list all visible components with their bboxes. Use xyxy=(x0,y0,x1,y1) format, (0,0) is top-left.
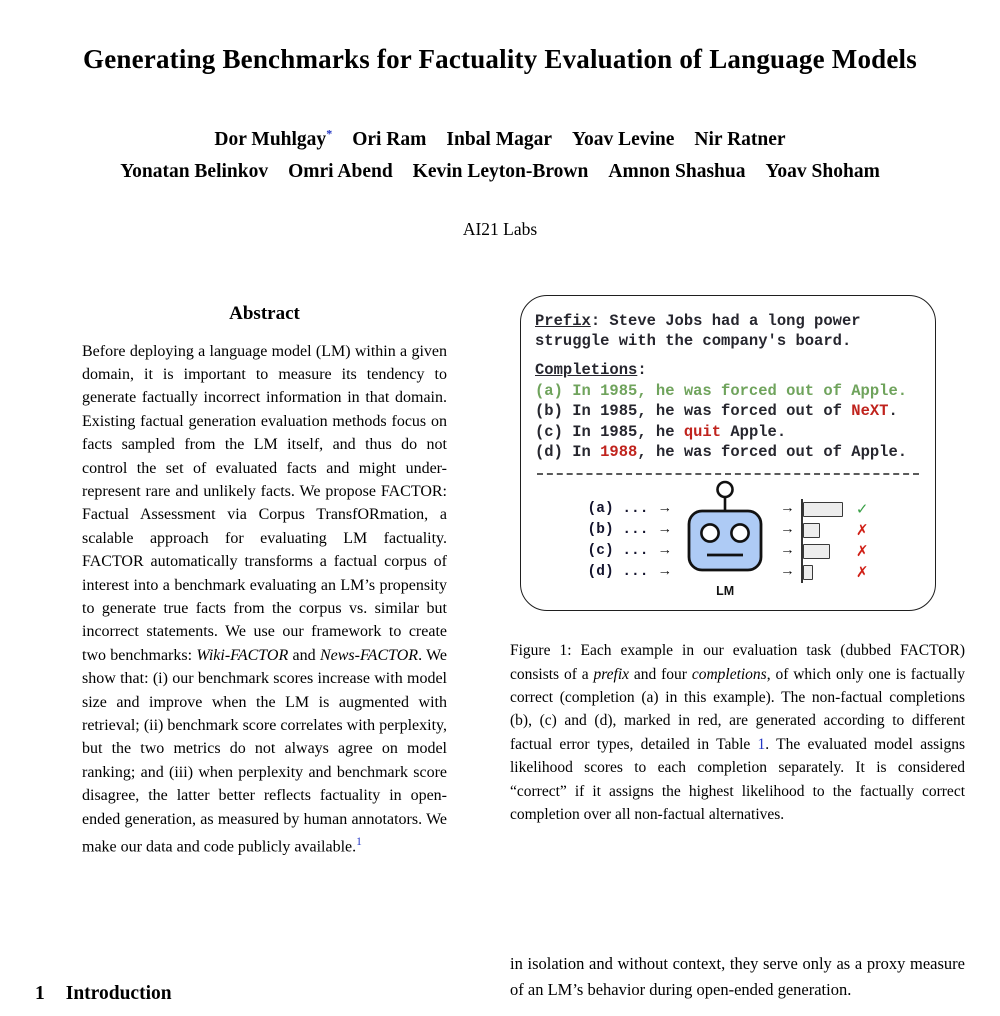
intro-continued-paragraph: in isolation and without context, they serve only as a proxy measure of an LM’s behavior during open-ended generation. xyxy=(510,953,965,999)
text-segment: and four xyxy=(629,665,692,683)
author-name: Amnon Shashua xyxy=(608,160,746,182)
diagram-arrows-col xyxy=(783,499,792,583)
text-segment: NeXT xyxy=(851,402,889,421)
completion-line xyxy=(535,381,921,401)
robot-label: LM xyxy=(716,583,735,598)
section-heading-introduction xyxy=(35,983,172,1005)
author-name: Yoav Levine xyxy=(572,128,675,150)
arrow-icon: → xyxy=(660,564,670,581)
robot xyxy=(683,480,767,601)
text-segment: (d) In xyxy=(535,442,601,461)
cross-icon: ✗ xyxy=(855,521,869,540)
text-segment: . We show that: (i) our benchmark scores increase with model size and improve when the LM is augmented with retrieval; (ii) benchmark score correlates with perplexity, but the two metrics do not always agree on model ranking; and (iii) when perplexity and benchmark score disagree, the latter better reflects factuality in open-ended generation, as measured by human annotators. We make our data and code publicly available. xyxy=(82,646,448,856)
abstract-text xyxy=(82,340,447,859)
author-name: Nir Ratner xyxy=(694,128,786,150)
text-segment: Completions xyxy=(535,361,638,380)
left-column xyxy=(35,295,480,1007)
arrow-icon: → xyxy=(660,522,670,539)
ref-link[interactable]: 1 xyxy=(757,735,766,753)
diagram-labels-col xyxy=(588,499,670,583)
text-segment: (a) In 1985, he was forced out of Apple. xyxy=(535,381,908,400)
text-segment: and xyxy=(288,646,320,664)
paper-title: Generating Benchmarks for Factuality Evaluation of Language Models xyxy=(83,44,917,74)
text-segment: 1988 xyxy=(600,442,638,461)
footnote-asterisk[interactable]: * xyxy=(326,126,333,140)
cross-icon: ✗ xyxy=(855,563,869,582)
section-title: Introduction xyxy=(65,982,172,1004)
text-segment: : Steve Jobs had a long power struggle with the company's board. xyxy=(535,311,870,350)
abstract-heading: Abstract xyxy=(229,302,300,324)
text-segment: Apple. xyxy=(721,422,787,441)
likelihood-bar xyxy=(803,523,820,538)
completions-list xyxy=(535,381,921,463)
text-segment: completions xyxy=(691,665,767,683)
abstract-section xyxy=(82,303,447,859)
authors-block xyxy=(0,117,1000,188)
text-segment: News-FACTOR xyxy=(319,646,419,664)
completion-line xyxy=(535,442,921,462)
text-segment: , of which only one is factually correct (completion (a) in this example). The non-factual completions (b), (c) and (d), marked in red, are generated according to different factual error types, detailed in Table xyxy=(510,665,965,753)
affiliation: AI21 Labs xyxy=(462,218,538,239)
completions-header xyxy=(535,360,921,380)
author-name: Dor Muhlgay* xyxy=(214,126,333,150)
author-name: Yonatan Belinkov xyxy=(120,160,269,182)
author-name: Inbal Magar xyxy=(446,128,553,150)
section-number: 1 xyxy=(35,982,45,1004)
figure1-example-box xyxy=(520,295,936,612)
likelihood-bar xyxy=(803,565,813,580)
likelihood-bar xyxy=(803,544,830,559)
text-segment: (c) In 1985, he xyxy=(535,422,684,441)
arrow-icon: → xyxy=(783,501,792,518)
ref-link[interactable]: 1 xyxy=(356,836,362,849)
text-segment: prefix xyxy=(593,665,630,683)
author-name: Ori Ram xyxy=(352,128,427,150)
author-name: Kevin Leyton-Brown xyxy=(412,160,589,182)
author-line-1 xyxy=(0,117,1000,156)
text-segment: , he was forced out of Apple. xyxy=(637,442,908,461)
arrow-icon: → xyxy=(783,543,792,560)
prefix-line xyxy=(535,311,921,352)
diagram-label: (d) ... → xyxy=(588,562,670,583)
author-name: Omri Abend xyxy=(288,160,393,182)
author-name: Yoav Shoham xyxy=(765,160,880,182)
diagram-label: (b) ... → xyxy=(588,520,670,541)
right-column xyxy=(510,295,965,1007)
text-segment: Before deploying a language model (LM) within a given domain, it is important to measure its tendency to generate factually incorrect information in that domain. Existing factual generation evaluation methods focus on facts sampled from the LM itself, and thus do not control the set of evaluated facts and might under-represent rare and unlikely facts. We propose FACTOR: Factual Assessment via Corpus TransfORmation, a scalable approach for evaluating LM factuality. FACTOR automatically transforms a factual corpus of interest into a benchmark evaluating an LM’s propensity to generate true facts from the corpus vs. similar but incorrect statements. We use our framework to create two benchmarks: xyxy=(82,342,447,664)
text-segment: : xyxy=(637,361,647,380)
likelihood-bars xyxy=(801,499,845,583)
arrow-icon: → xyxy=(660,543,670,560)
text-segment: (b) In 1985, he was forced out of xyxy=(535,402,852,421)
text-segment: . The evaluated model assigns likelihood scores to each completion separately. It is considered “correct” if it assigns the highest likelihood to the factually correct completion over all non-factual alternatives. xyxy=(510,735,965,823)
text-segment: Figure 1: Each example in our evaluation task (dubbed FACTOR) consists of a xyxy=(510,642,965,683)
figure1-caption xyxy=(510,639,965,826)
arrow-icon: → xyxy=(783,564,792,581)
diagram-label: (a) ... → xyxy=(588,499,670,520)
text-segment: . xyxy=(888,402,898,421)
text-segment: quit xyxy=(683,422,722,441)
dashed-separator xyxy=(537,473,919,475)
diagram-label: (c) ... → xyxy=(588,541,670,562)
completion-line xyxy=(535,401,921,421)
diagram-marks-col xyxy=(856,499,869,583)
evaluation-diagram xyxy=(535,480,921,601)
arrow-icon: → xyxy=(783,522,792,539)
cross-icon: ✗ xyxy=(855,542,869,561)
arrow-icon: → xyxy=(660,501,670,518)
two-column-layout xyxy=(0,295,1000,1007)
completion-line xyxy=(535,422,921,442)
likelihood-bar xyxy=(803,502,843,517)
text-segment: Wiki-FACTOR xyxy=(196,646,289,664)
check-icon: ✓ xyxy=(855,500,869,519)
robot-icon xyxy=(683,480,767,574)
author-line-2 xyxy=(0,156,1000,188)
text-segment: Prefix xyxy=(535,311,591,330)
